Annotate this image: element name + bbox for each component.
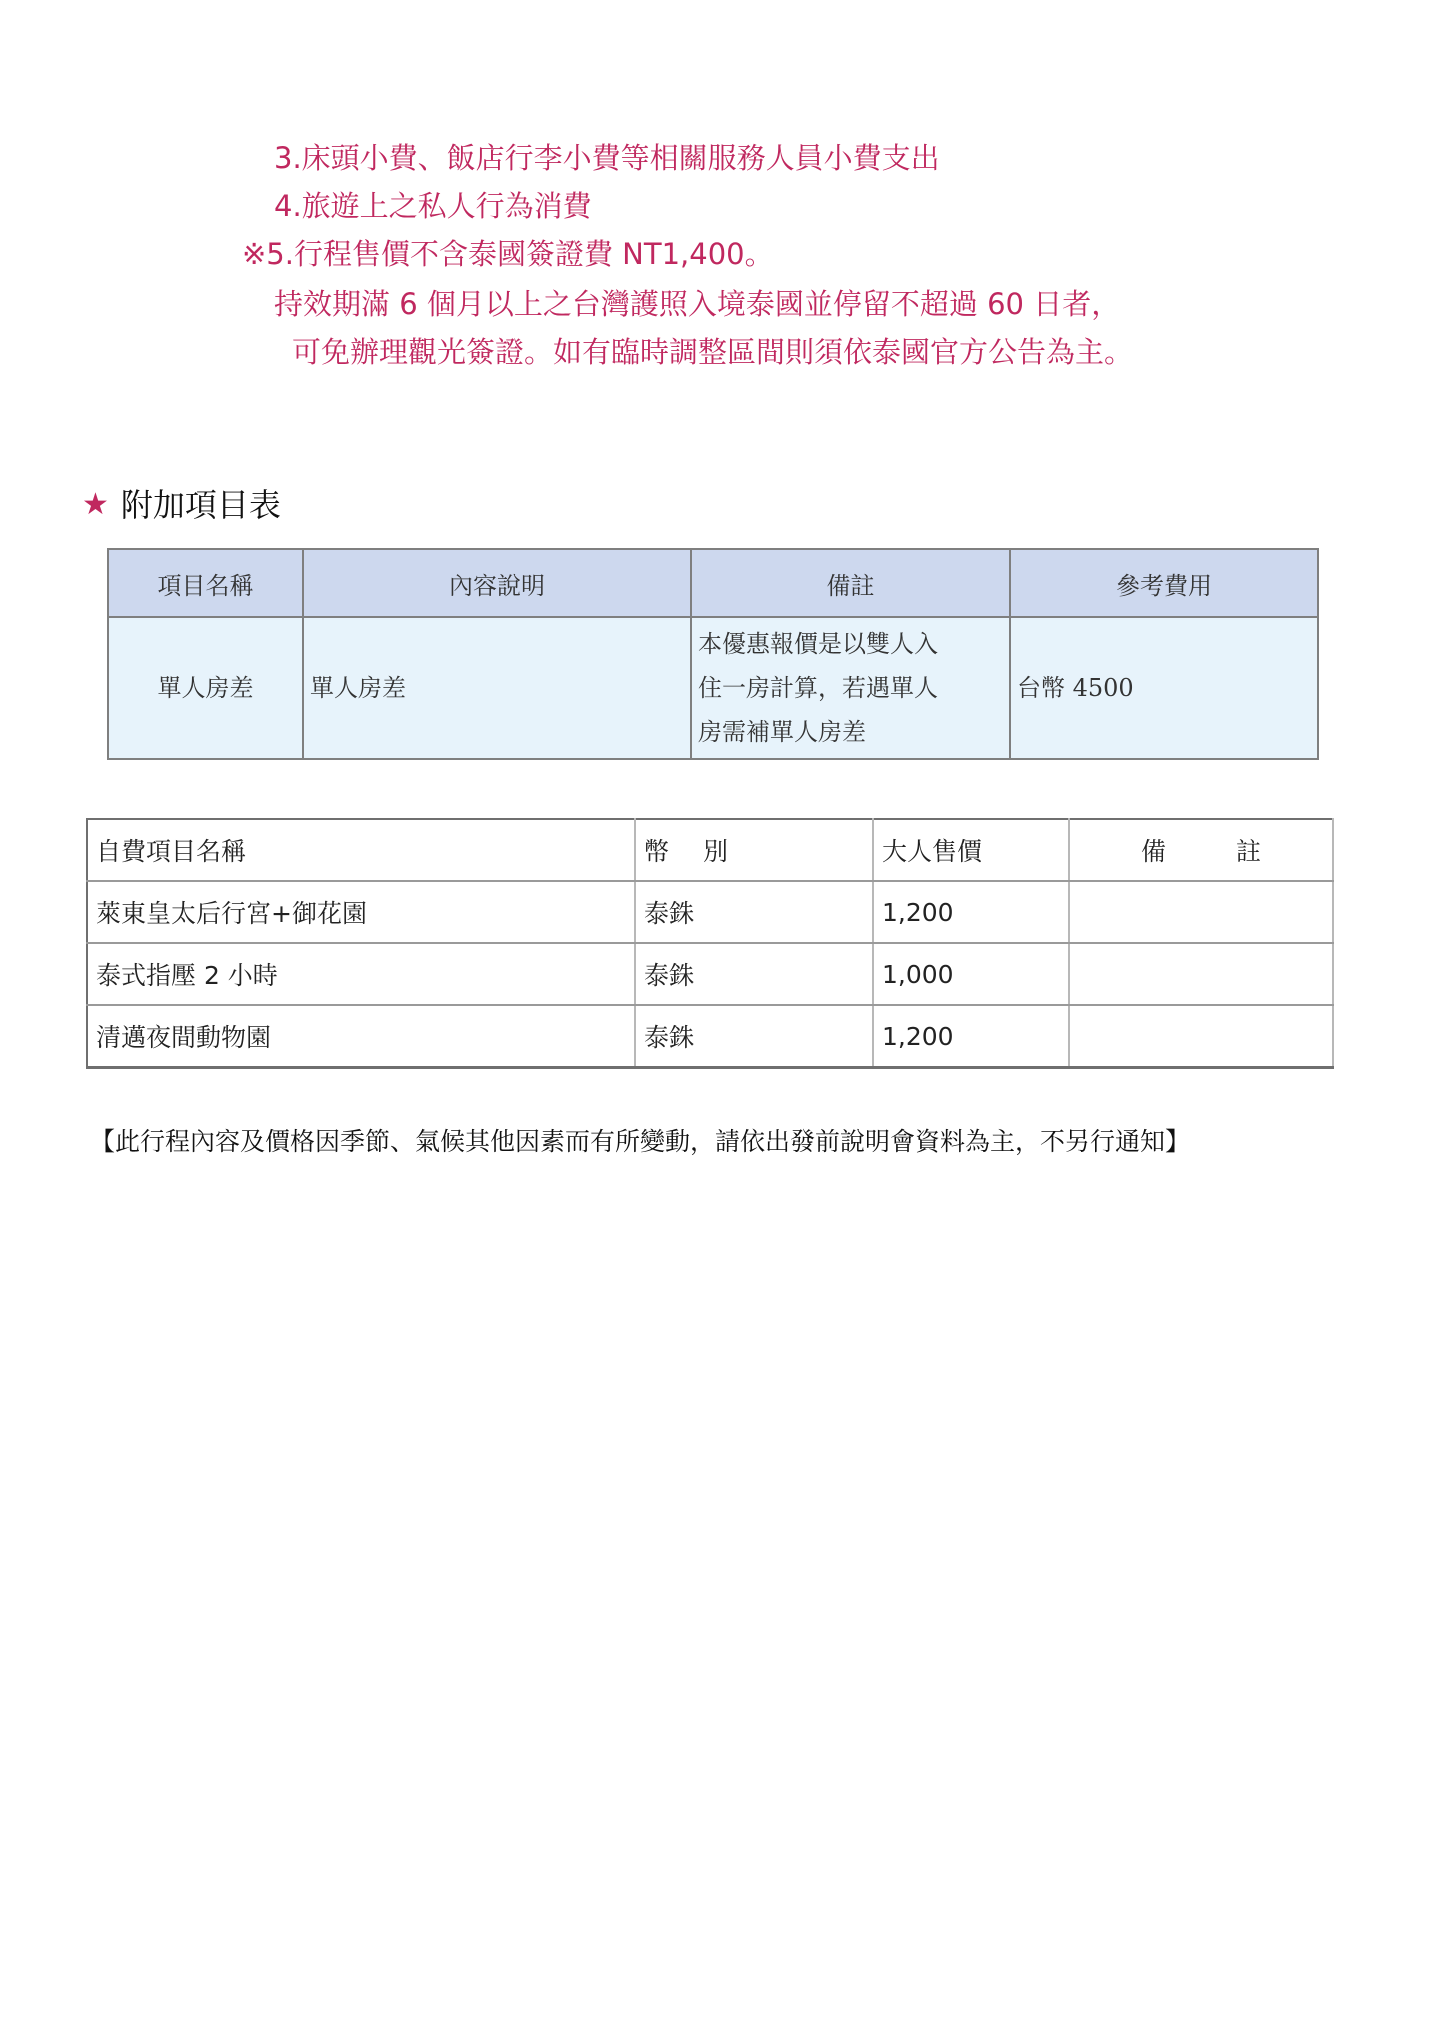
section-heading — [82, 482, 281, 528]
cell-price: 1,200 — [873, 1005, 1069, 1068]
remark-line: 本優惠報價是以雙人入 — [698, 630, 938, 658]
cell-price: 1,200 — [873, 881, 1069, 943]
header-item-name: 項目名稱 — [108, 549, 303, 617]
header-optional-item-name: 自費項目名稱 — [87, 819, 635, 881]
visa-exemption-note-cont: 可免辦理觀光簽證。如有臨時調整區間則須依泰國官方公告為主。 — [292, 335, 1134, 369]
cell-currency: 泰銖 — [635, 1005, 873, 1068]
header-adult-price: 大人售價 — [873, 819, 1069, 881]
addon-items-table — [107, 548, 1319, 760]
table-header-row — [87, 819, 1333, 881]
table-row — [87, 1005, 1333, 1068]
note-line-1: 3.床頭小費、飯店行李小費等相關服務人員小費支出 — [274, 141, 940, 175]
header-description: 內容說明 — [303, 549, 691, 617]
visa-exemption-note: 持效期滿 6 個月以上之台灣護照入境泰國並停留不超過 60 日者， — [274, 287, 1121, 321]
cell-price: 1,000 — [873, 943, 1069, 1005]
cell-tour-name: 清邁夜間動物園 — [87, 1005, 635, 1068]
header-remark: 備註 — [691, 549, 1010, 617]
cell-remark — [1069, 881, 1333, 943]
cell-remark — [1069, 1005, 1333, 1068]
cell-tour-name: 泰式指壓 2 小時 — [87, 943, 635, 1005]
table-row — [108, 617, 1318, 759]
optional-tours-table — [86, 818, 1334, 1069]
star-icon: ★ — [82, 487, 109, 522]
remark-line: 房需補單人房差 — [698, 718, 866, 746]
visa-fee-note: ※5.行程售價不含泰國簽證費 NT1,400。 — [242, 237, 774, 271]
header-currency — [635, 819, 873, 881]
section-title: 附加項目表 — [120, 486, 281, 524]
header-currency-char: 別 — [703, 837, 729, 866]
header-remark-char: 註 — [1236, 837, 1262, 866]
header-reference-fee: 參考費用 — [1010, 549, 1318, 617]
cell-tour-name: 萊東皇太后行宮+御花園 — [87, 881, 635, 943]
disclaimer-note: 【此行程內容及價格因季節、氣候其他因素而有所變動，請依出發前說明會資料為主，不另行通知】 — [90, 1127, 1191, 1156]
header-remark-char: 備 — [1140, 837, 1166, 866]
header-currency-char: 幣 — [644, 837, 670, 866]
cell-remark — [691, 617, 1010, 759]
table-row — [87, 881, 1333, 943]
table-header-row — [108, 549, 1318, 617]
cell-fee: 台幣 4500 — [1010, 617, 1318, 759]
cell-currency: 泰銖 — [635, 943, 873, 1005]
cell-item-name: 單人房差 — [108, 617, 303, 759]
header-remarks — [1069, 819, 1333, 881]
note-line-2: 4.旅遊上之私人行為消費 — [274, 189, 592, 223]
cell-currency: 泰銖 — [635, 881, 873, 943]
remark-line: 住一房計算，若遇單人 — [698, 674, 938, 702]
cell-description: 單人房差 — [303, 617, 691, 759]
table-row — [87, 943, 1333, 1005]
cell-remark — [1069, 943, 1333, 1005]
